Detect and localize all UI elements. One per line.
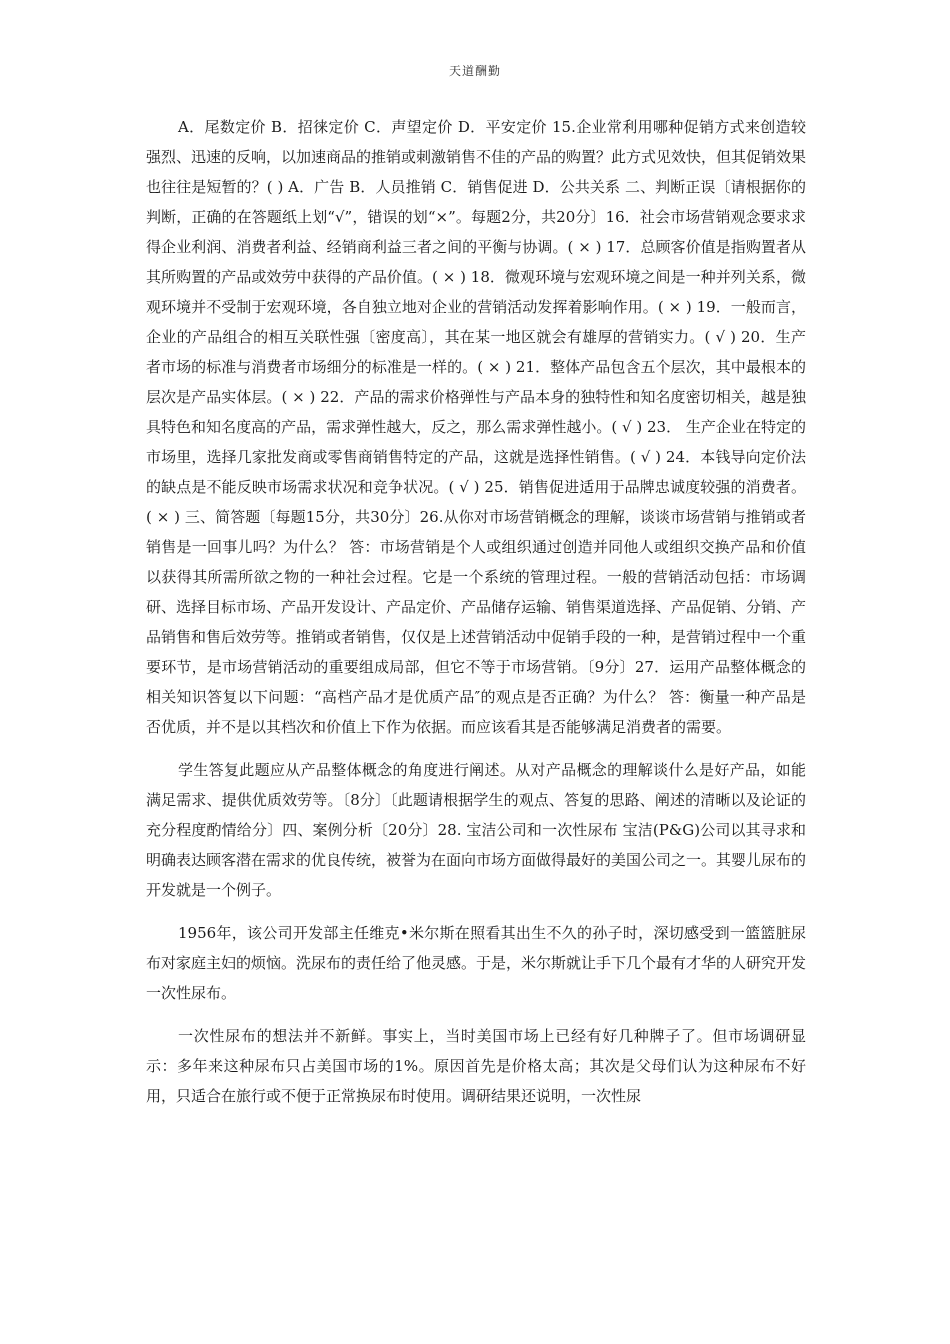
paragraph-3: 1956年，该公司开发部主任维克•米尔斯在照看其出生不久的孙子时，深切感受到一篮篮脏尿布对家庭主妇的烦恼。洗尿布的责任给了他灵感。于是，米尔斯就让手下几个最有才华的人研究开发一次性尿布。 (146, 924, 807, 1002)
paragraph-4: 一次性尿布的想法并不新鲜。事实上，当时美国市场上已经有好几种牌子了。但市场调研显示：多年来这种尿布只占美国市场的1%。原因首先是价格太高；其次是父母们认为这种尿布不好用，只适合在旅行或不便于正常换尿布时使用。调研结果还说明，一次性尿 (146, 1027, 806, 1105)
paragraph-1: A．尾数定价 B．招徕定价 C．声望定价 D．平安定价 15.企业常利用哪种促销方式来创造较强烈、迅速的反响，以加速商品的推销或刺激销售不佳的产品的购置？此方式见效快，但其促销效果也往往是短暂的？( ) A．广告 B．人员推销 C．销售促进 D．公共关系 二、判断正误〔请根据你的判断，正确的在答题纸上划“√”，错误的划“×”。每题2分，共20分〕16．社会市场营销观念要求求得企业利润、消费者利益、经销商利益三者之间的平衡与协调。( × ) 17．总顾客价值是指购置者从其所购置的产品或效劳中获得的产品价值。( × ) 18．微观环境与宏观环境之间是一种并列关系，微观环境并不受制于宏观环境，各自独立地对企业的营销活动发挥着影响作用。( × ) 19．一般而言，企业的产品组合的相互关联性强〔密度高〕，其在某一地区就会有雄厚的营销实力。( √ ) 20．生产者市场的标准与消费者市场细分的标准是一样的。( × ) 21．整体产品包含五个层次，其中最根本的层次是产品实体层。( × ) 22．产品的需求价格弹性与产品本身的独特性和知名度密切相关，越是独具特色和知名度高的产品，需求弹性越大，反之，那么需求弹性越小。( √ ) 23． 生产企业在特定的市场里，选择几家批发商或零售商销售特定的产品，这就是选择性销售。( √ ) 24．本钱导向定价法的缺点是不能反映市场需求状况和竞争状况。( √ ) 25．销售促进适用于品牌忠诚度较强的消费者。( × ) 三、简答题〔每题15分，共30分〕26.从你对市场营销概念的理解，谈谈市场营销与推销或者销售是一回事儿吗？为什么？ 答：市场营销是个人或组织通过创造并同他人或组织交换产品和价值以获得其所需所欲之物的一种社会过程。它是一个系统的管理过程。一般的营销活动包括：市场调研、选择目标市场、产品开发设计、产品定价、产品储存运输、销售渠道选择、产品促销、分销、产品销售和售后效劳等。推销或者销售，仅仅是上述营销活动中促销手段的一种，是营销过程中一个重要环节，是市场营销活动的重要组成局部，但它不等于市场营销。〔9分〕27．运用产品整体概念的相关知识答复以下问题：“高档产品才是优质产品″的观点是否正确？为什么？ 答：衡量一种产品是否优质，并不是以其档次和价值上下作为依据。而应该看其是否能够满足消费者的需要。 (146, 118, 807, 736)
document-body (146, 112, 806, 1111)
paragraph-2: 学生答复此题应从产品整体概念的角度进行阐述。从对产品概念的理解谈什么是好产品，如能满足需求、提供优质效劳等。〔8分〕〔此题请根据学生的观点、答复的思路、阐述的清晰以及论证的充分程度酌情给分〕四、案例分析〔20分〕28. 宝洁公司和一次性尿布 宝洁(P&G)公司以其寻求和明确表达顾客潜在需求的优良传统，被誉为在面向市场方面做得最好的美国公司之一。其婴儿尿布的开发就是一个例子。 (146, 761, 807, 899)
page-header: 天道酬勤 (448, 64, 501, 78)
